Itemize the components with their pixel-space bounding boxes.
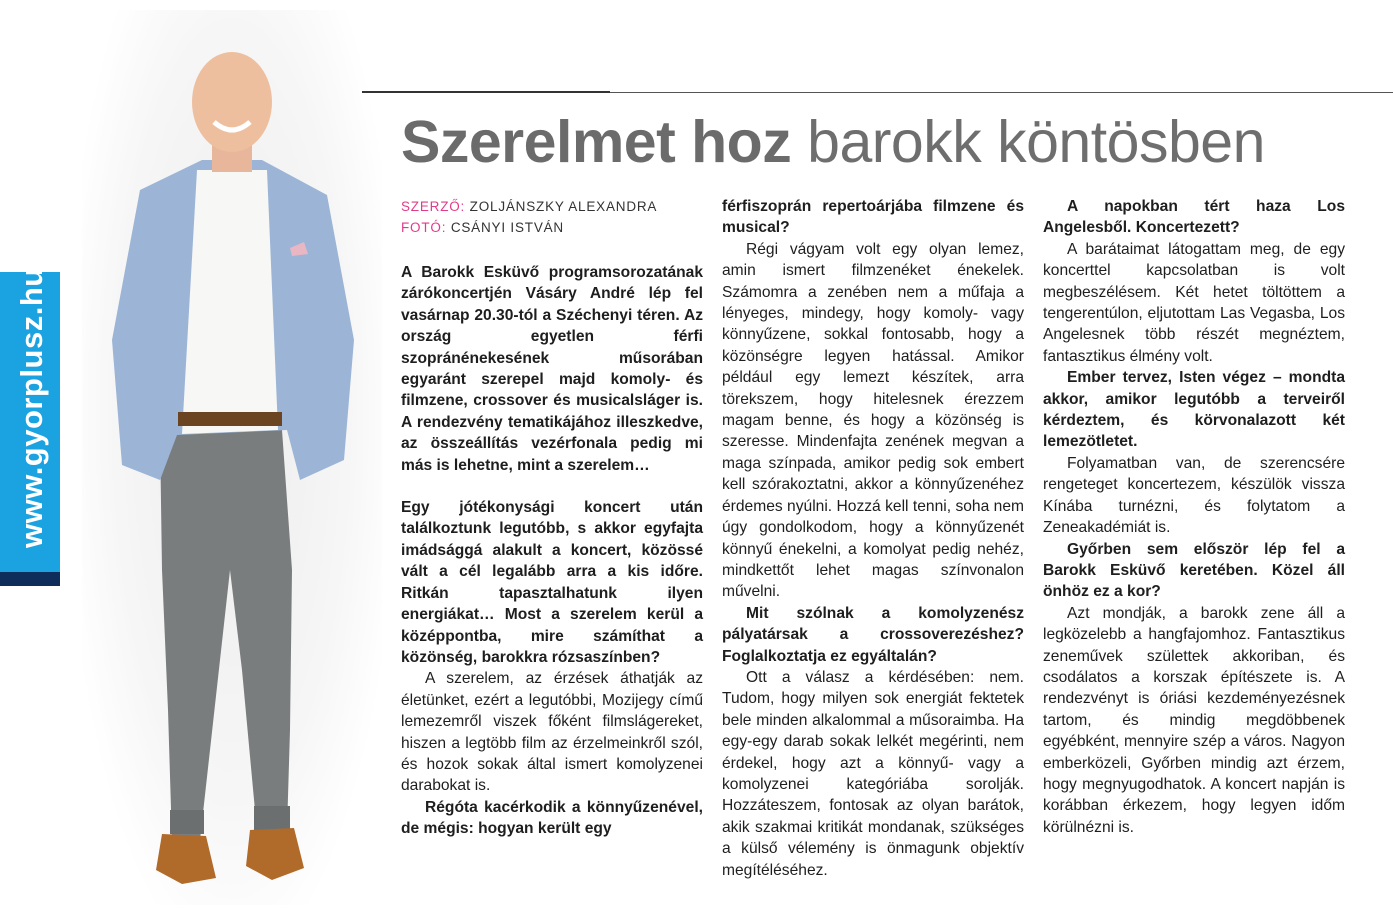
question-1: Egy jótékonysági koncert után találkoztunk legutóbb, s akkor egyfajta imádsággá alakult a koncert, közössé vált a cél legalább arra a kis időre. Ritkán tapasztalhatunk ilyen energiákat… Most a szerelem kerül a középpontba, mire számíthat a közönség, barokkra rózsaszínben?: [401, 499, 703, 666]
header-rule-accent: [362, 91, 610, 93]
author-line: [401, 196, 657, 217]
answer-4: A barátaimat látogattam meg, de egy koncerttel kapcsolatban is volt megbeszélésem. Két hetet töltöttem a tengerentúlon, eljutottam Las Vegasba, Los Angelesnek több részét megnéztem, fantasztikus élmény volt.: [1043, 240, 1345, 365]
author-label: SZERZŐ:: [401, 199, 466, 214]
answer-6: Azt mondják, a barokk zene áll a legközelebb a hangfajomhoz. Fantasztikus zeneművek születtek akkoriban, és csodálatos a korszak építészete is. A rendezvényt is óriási kezdeményezésnek tartom, és mindig megdöbbenek egyébként, mennyire szép a város. Nagyon emberközeli, Győrben mindig azt érzem, hogy megnyugodhatok. A koncert napján is korábban érkezem, hogy legyen időm körülnézni is.: [1043, 604, 1345, 836]
photo-label: FOTÓ:: [401, 220, 447, 235]
answer-3: Ott a válasz a kérdésében: nem. Tudom, hogy milyen sok energiát fektetek bele minden alkalommal a műsoraimba. Ha egy-egy darab sokak lelkét megérinti, nem érdekel, hogy azt a könnyű- vagy a komolyzenei kategóriába sorolják. Hozzáteszem, fontosak az olyan barátok, akik szakmai kritikát mondanak, szükséges a külső vélemény is önmagunk objektív megítéléséhez.: [722, 668, 1024, 879]
question-2: Régóta kacérkodik a könnyűzenével, de mégis: hogyan került egy: [401, 798, 703, 838]
headline-light: barokk köntösben: [807, 109, 1265, 175]
answer-2: Régi vágyam volt egy olyan lemez, amin ismert filmzenéket énekelek. Számomra a zenében nem a műfaja a lényeges, mindegy, hogy komoly- vagy könnyűzene, sokkal fontosabb, hogy a közönségre legyen hatással. Amikor például egy lemezt készítek, arra törekszem, hogy hitelesnek érezzem magam benne, és hogy a közönség is szeresse. Mindenfajta zenének megvan a maga színpada, amikor pedig sok embert kell szórakoztatni, akkor a könnyűzenéhez érdemes nyúlni. Hozzá kell tenni, soha nem úgy gondolkodom, hogy a könnyűzenét könnyű énekelni, a komolyat pedig nehéz, mindkettőt lehet magas színvonalon művelni.: [722, 240, 1024, 601]
article-headline: [401, 108, 1265, 176]
question-5: Ember tervez, Isten végez – mondta akkor, amikor legutóbb a terveiről kérdeztem, és körvonalazott két lemezötletet.: [1043, 369, 1345, 451]
article-credits: [401, 196, 657, 238]
headline-bold: Szerelmet hoz: [401, 109, 792, 175]
photographer-name: CSÁNYI ISTVÁN: [450, 220, 564, 235]
question-3: Mit szólnak a komolyzenész pályatársak a crossoverezéshez? Foglalkoztatja ez egyáltalán?: [722, 604, 1024, 665]
author-name: ZOLJÁNSZKY ALEXANDRA: [469, 199, 658, 214]
photo-line: [401, 217, 657, 238]
website-url[interactable]: www.gyorplusz.hu: [14, 267, 49, 548]
answer-1: A szerelem, az érzések áthatják az életünket, ezért a legutóbbi, Mozijegy című lemezemről viszek főként filmslágereket, hiszen a legtöbb film az érzelmeinkről szól, és hozok sokak által ismert komolyzenei darabokat is.: [401, 670, 703, 795]
article-column-1: [401, 262, 703, 840]
article-lead: A Barokk Esküvő programsorozatának zárókoncertjén Vásáry André lép fel vasárnap 20.30-tól a Széchenyi téren. Az ország egyetlen férfi szopránénekesének műsorában egyaránt szerepel majd komoly- és filmzene, crossover és musicalsláger is. A rendezvény tematikájához illeszkedve, az összeállítás vezérfonala pedig mi más is lehetne, mint a szerelem…: [401, 264, 703, 474]
article-column-3: [1043, 196, 1345, 838]
question-6: Győrben sem először lép fel a Barokk Esküvő keretében. Közel áll önhöz ez a kor?: [1043, 540, 1345, 601]
article-column-2: [722, 196, 1024, 881]
answer-5: Folyamatban van, de szerencsére rengeteget koncertezem, készülök vissza Kínába turnézni, és folytatom a Zeneakadémiát is.: [1043, 454, 1345, 537]
question-2-continued: férfiszoprán repertoárjába filmzene és musical?: [722, 198, 1024, 237]
singer-figure: [82, 10, 382, 905]
question-4: A napokban tért haza Los Angelesből. Koncertezett?: [1043, 198, 1345, 237]
website-tab-bar: [0, 572, 60, 586]
singer-photo: [82, 10, 382, 905]
